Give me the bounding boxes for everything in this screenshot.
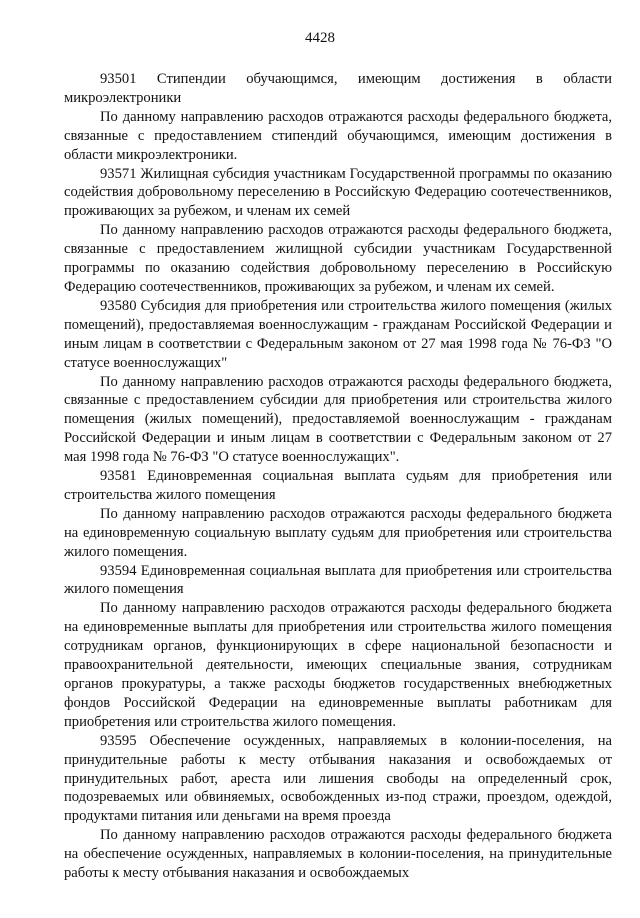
section-description-93595: По данному направлению расходов отражаются расходы федерального бюджета на обеспечение осужденных, направляемых в колонии-поселения, на принудительные работы к месту отбывания наказания и освобождаемых: [64, 827, 612, 882]
section-description-93501: По данному направлению расходов отражаются расходы федерального бюджета, связанные с предоставлением стипендий обучающимся, имеющим достижения в области микроэлектроники.: [64, 108, 612, 163]
section-heading-93501: 93501 Стипендии обучающимся, имеющим достижения в области микроэлектроники: [64, 71, 612, 106]
section-heading-93595: 93595 Обеспечение осужденных, направляемых в колонии-поселения, на принудительные работы к месту отбывания наказания и освобождаемых от принудительных работ, ареста или лишения свободы на определенный срок, подозреваемых или обвиняемых, освобожденных из-под стражи, проездом, одеждой, продуктами питания или деньгами на время проезда: [64, 732, 612, 825]
document-body: [64, 70, 612, 883]
page-number: 4428: [305, 30, 335, 46]
section-heading-93594: 93594 Единовременная социальная выплата для приобретения или строительства жилого помещения: [64, 562, 612, 598]
section-description-93594: По данному направлению расходов отражаются расходы федерального бюджета на единовременные выплаты для приобретения или строительства жилого помещения сотрудникам органов, функционирующих в сфере национальной безопасности и правоохранительной деятельности, имеющих специальные звания, сотрудникам органов прокуратуры, а также расходы бюджетов государственных внебюджетных фондов Российской Федерации на единовременные выплаты работникам для приобретения или строительства жилого помещения.: [64, 600, 612, 730]
section-description-93580: По данному направлению расходов отражаются расходы федерального бюджета, связанные с предоставлением субсидии для приобретения или строительства жилого помещения (жилых помещений), предоставляемой военнослужащим - гражданам Российской Федерации и иным лицам в соответствии с Федеральным законом от 27 мая 1998 года № 76-ФЗ "О статусе военнослужащих".: [64, 373, 612, 466]
section-heading-93580: 93580 Субсидия для приобретения или строительства жилого помещения (жилых помещений), предоставляемая военнослужащим - гражданам Российской Федерации и иным лицам в соответствии с Федеральным законом от 27 мая 1998 года № 76-ФЗ "О статусе военнослужащих": [64, 297, 612, 371]
section-description-93571: По данному направлению расходов отражаются расходы федерального бюджета, связанные с предоставлением жилищной субсидии участникам Государственной программы по оказанию содействия добровольному переселению в Российскую Федерацию соотечественников, проживающих за рубежом, и членам их семей.: [64, 222, 612, 295]
section-heading-93581: 93581 Единовременная социальная выплата судьям для приобретения или строительства жилого помещения: [64, 468, 612, 503]
section-heading-93571: 93571 Жилищная субсидия участникам Государственной программы по оказанию содействия добровольному переселению в Российскую Федерацию соотечественников, проживающих за рубежом, и членам их семей: [64, 165, 612, 220]
section-description-93581: По данному направлению расходов отражаются расходы федерального бюджета на единовременную социальную выплату судьям для приобретения или строительства жилого помещения.: [64, 505, 612, 560]
